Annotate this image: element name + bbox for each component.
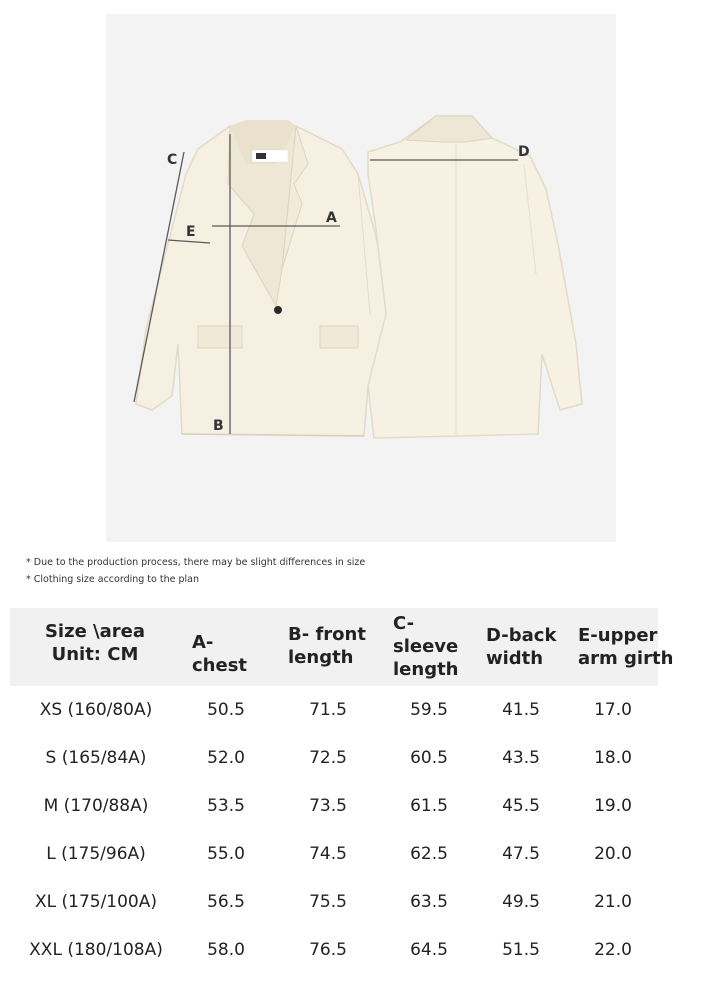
sleeve-length-cell: 64.5 [410,940,448,960]
sleeve-length-cell: 62.5 [410,844,448,864]
header-back-width-line2: width [486,648,544,669]
header-chest-line2: chest [192,655,248,676]
header-upper-arm-girth-line2: arm girth [578,648,674,669]
header-sleeve-length-line2: sleeve [393,636,459,657]
back-width-cell: 45.5 [502,796,540,816]
chest-cell: 52.0 [207,748,245,768]
front-length-cell: 75.5 [309,892,347,912]
table-row [0,926,720,974]
chest-cell: 56.5 [207,892,245,912]
measure-label-a: A [326,210,337,226]
measure-label-c: C [167,152,178,168]
front-length-cell: 71.5 [309,700,347,720]
size-cell: XS (160/80A) [39,700,153,720]
chest-cell: 58.0 [207,940,245,960]
back-width-cell: 41.5 [502,700,540,720]
back-width-cell: 51.5 [502,940,540,960]
table-row [0,734,720,782]
plan-note: * Clothing size according to the plan [26,574,199,585]
header-size [36,620,154,666]
front-length-cell: 76.5 [309,940,347,960]
measure-label-d: D [518,144,530,160]
upper-arm-girth-cell: 19.0 [594,796,632,816]
header-upper-arm-girth-line1: E-upper [578,625,658,646]
chest-cell: 53.5 [207,796,245,816]
back-width-cell: 49.5 [502,892,540,912]
upper-arm-girth-cell: 20.0 [594,844,632,864]
table-row [0,686,720,734]
header-chest-line1: A- [192,632,214,653]
header-front-length-line1: B- front [288,624,366,645]
size-cell: L (175/96A) [46,844,146,864]
front-length-cell: 73.5 [309,796,347,816]
header-upper-arm-girth [578,624,673,670]
front-length-cell: 74.5 [309,844,347,864]
back-jacket [368,116,582,438]
upper-arm-girth-cell: 17.0 [594,700,632,720]
header-sleeve-length-line3: length [393,659,459,680]
back-width-cell: 47.5 [502,844,540,864]
header-size-line2: Unit: CM [51,644,139,665]
header-front-length-line2: length [288,647,354,668]
header-sleeve-length-line1: C- [393,613,415,634]
upper-arm-girth-cell: 21.0 [594,892,632,912]
header-back-width [486,624,556,670]
jacket-illustration [106,14,616,542]
chest-cell: 50.5 [207,700,245,720]
table-row [0,782,720,830]
sleeve-length-cell: 63.5 [410,892,448,912]
measure-label-e: E [186,224,196,240]
header-front-length [288,623,366,669]
size-cell: XXL (180/108A) [29,940,163,960]
upper-arm-girth-cell: 18.0 [594,748,632,768]
product-photo [106,14,616,542]
sleeve-length-cell: 61.5 [410,796,448,816]
size-cell: S (165/84A) [45,748,147,768]
header-back-width-line1: D-back [486,625,557,646]
chest-cell: 55.0 [207,844,245,864]
back-width-cell: 43.5 [502,748,540,768]
size-cell: M (170/88A) [43,796,149,816]
upper-arm-girth-cell: 22.0 [594,940,632,960]
measure-label-b: B [213,418,224,434]
size-cell: XL (175/100A) [34,892,158,912]
table-row [0,830,720,878]
sleeve-length-cell: 60.5 [410,748,448,768]
header-chest [192,631,247,677]
header-sleeve-length [393,612,459,681]
table-row [0,878,720,926]
sleeve-length-cell: 59.5 [410,700,448,720]
front-length-cell: 72.5 [309,748,347,768]
header-size-line1: Size \area [44,621,146,642]
size-note: * Due to the production process, there may be slight differences in size [26,557,366,568]
